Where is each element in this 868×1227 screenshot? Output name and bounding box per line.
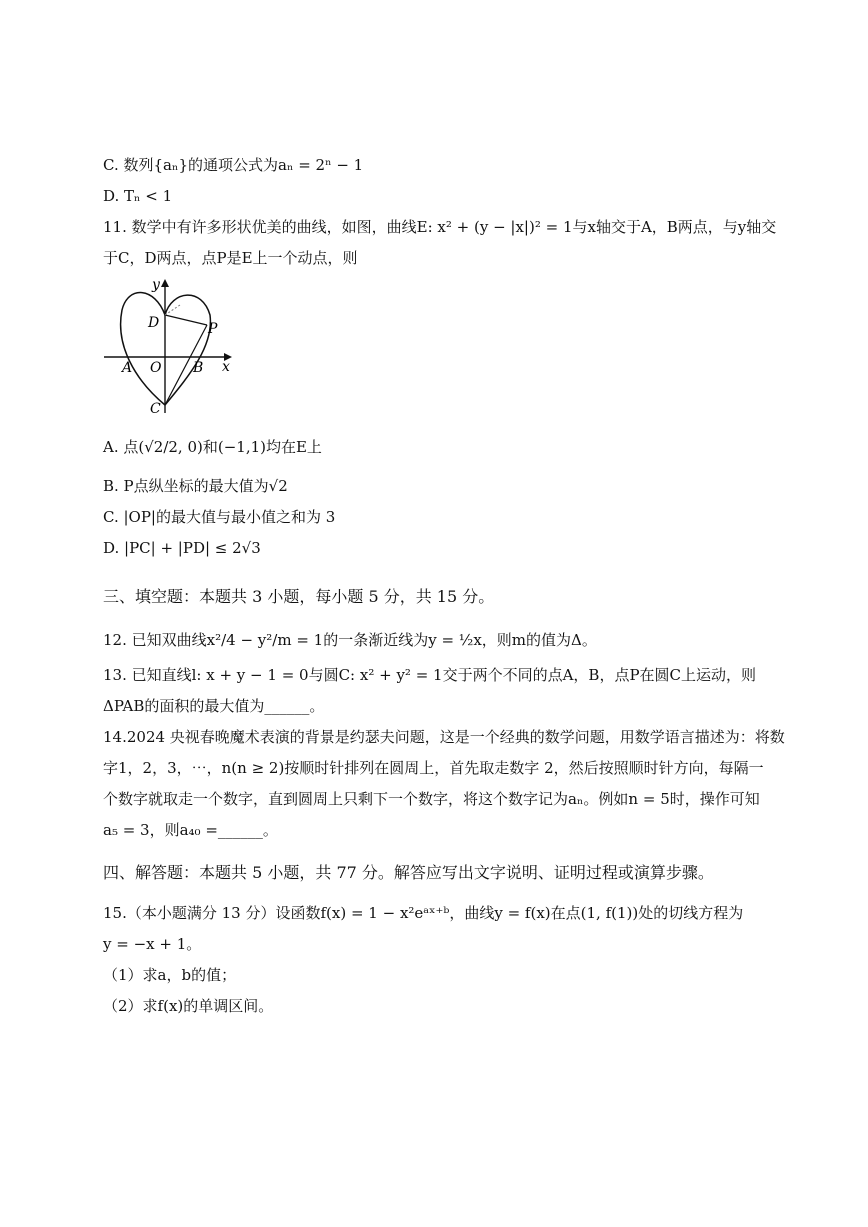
label-o: O (150, 360, 162, 376)
section3-heading: 三、填空题：本题共 3 小题，每小题 5 分，共 15 分。 (103, 587, 495, 606)
q11-stem-line1: 11. 数学中有许多形状优美的曲线，如图，曲线E: x² + (y − |x|)² = 1与x轴交于A，B两点，与y轴交 (103, 218, 777, 236)
q11-stem-line2: 于C，D两点，点P是E上一个动点，则 (103, 249, 358, 267)
q14-line2: 字1，2，3，⋯，n(n ≥ 2)按顺时针排列在圆周上，首先取走数字 2，然后按照顺时针方向，每隔一 (103, 759, 764, 777)
q11-option-b: B. P点纵坐标的最大值为√2 (103, 477, 288, 495)
q13-line2: ΔPAB的面积的最大值为______。 (103, 697, 325, 715)
label-a: A (122, 360, 133, 376)
q11-option-a: A. 点(√2/2, 0)和(−1,1)均在E上 (103, 438, 322, 456)
label-d: D (148, 315, 160, 331)
q11-option-d: D. |PC| + |PD| ≤ 2√3 (103, 539, 261, 557)
q14-line4: a₅ = 3，则a₄₀ =______。 (103, 821, 278, 839)
label-c: C (150, 401, 161, 417)
y-axis-arrow (161, 279, 169, 287)
label-b: B (193, 360, 204, 376)
q15-line1: 15.（本小题满分 13 分）设函数f(x) = 1 − x²eᵃˣ⁺ᵇ，曲线y = f(x)在点(1, f(1))处的切线方程为 (103, 904, 744, 922)
q10-option-d: D. Tₙ < 1 (103, 187, 173, 205)
label-p: P (208, 321, 218, 337)
q12-text: 12. 已知双曲线x²/4 − y²/m = 1的一条渐近线为y = ½x，则m的值为Δ。 (103, 631, 597, 649)
q15-part1: （1）求a，b的值； (103, 966, 237, 984)
q15-part2: （2）求f(x)的单调区间。 (103, 997, 274, 1015)
label-y: y (152, 277, 160, 293)
heart-curve-figure (100, 275, 240, 420)
q14-line3: 个数字就取走一个数字，直到圆周上只剩下一个数字，将这个数字记为aₙ。例如n = 5时，操作可知 (103, 790, 760, 808)
q13-line1: 13. 已知直线l: x + y − 1 = 0与圆C: x² + y² = 1交于两个不同的点A，B，点P在圆C上运动，则 (103, 666, 757, 684)
q14-line1: 14.2024 央视春晚魔术表演的背景是约瑟夫问题，这是一个经典的数学问题，用数学语言描述为：将数 (103, 728, 785, 746)
q15-line2: y = −x + 1。 (103, 935, 202, 953)
section4-heading: 四、解答题：本题共 5 小题，共 77 分。解答应写出文字说明、证明过程或演算步骤。 (103, 863, 714, 882)
segment-pd (165, 315, 207, 325)
q11-option-c: C. |OP|的最大值与最小值之和为 3 (103, 508, 336, 526)
label-x: x (222, 359, 230, 375)
q10-option-c: C. 数列{aₙ}的通项公式为aₙ = 2ⁿ − 1 (103, 156, 364, 174)
